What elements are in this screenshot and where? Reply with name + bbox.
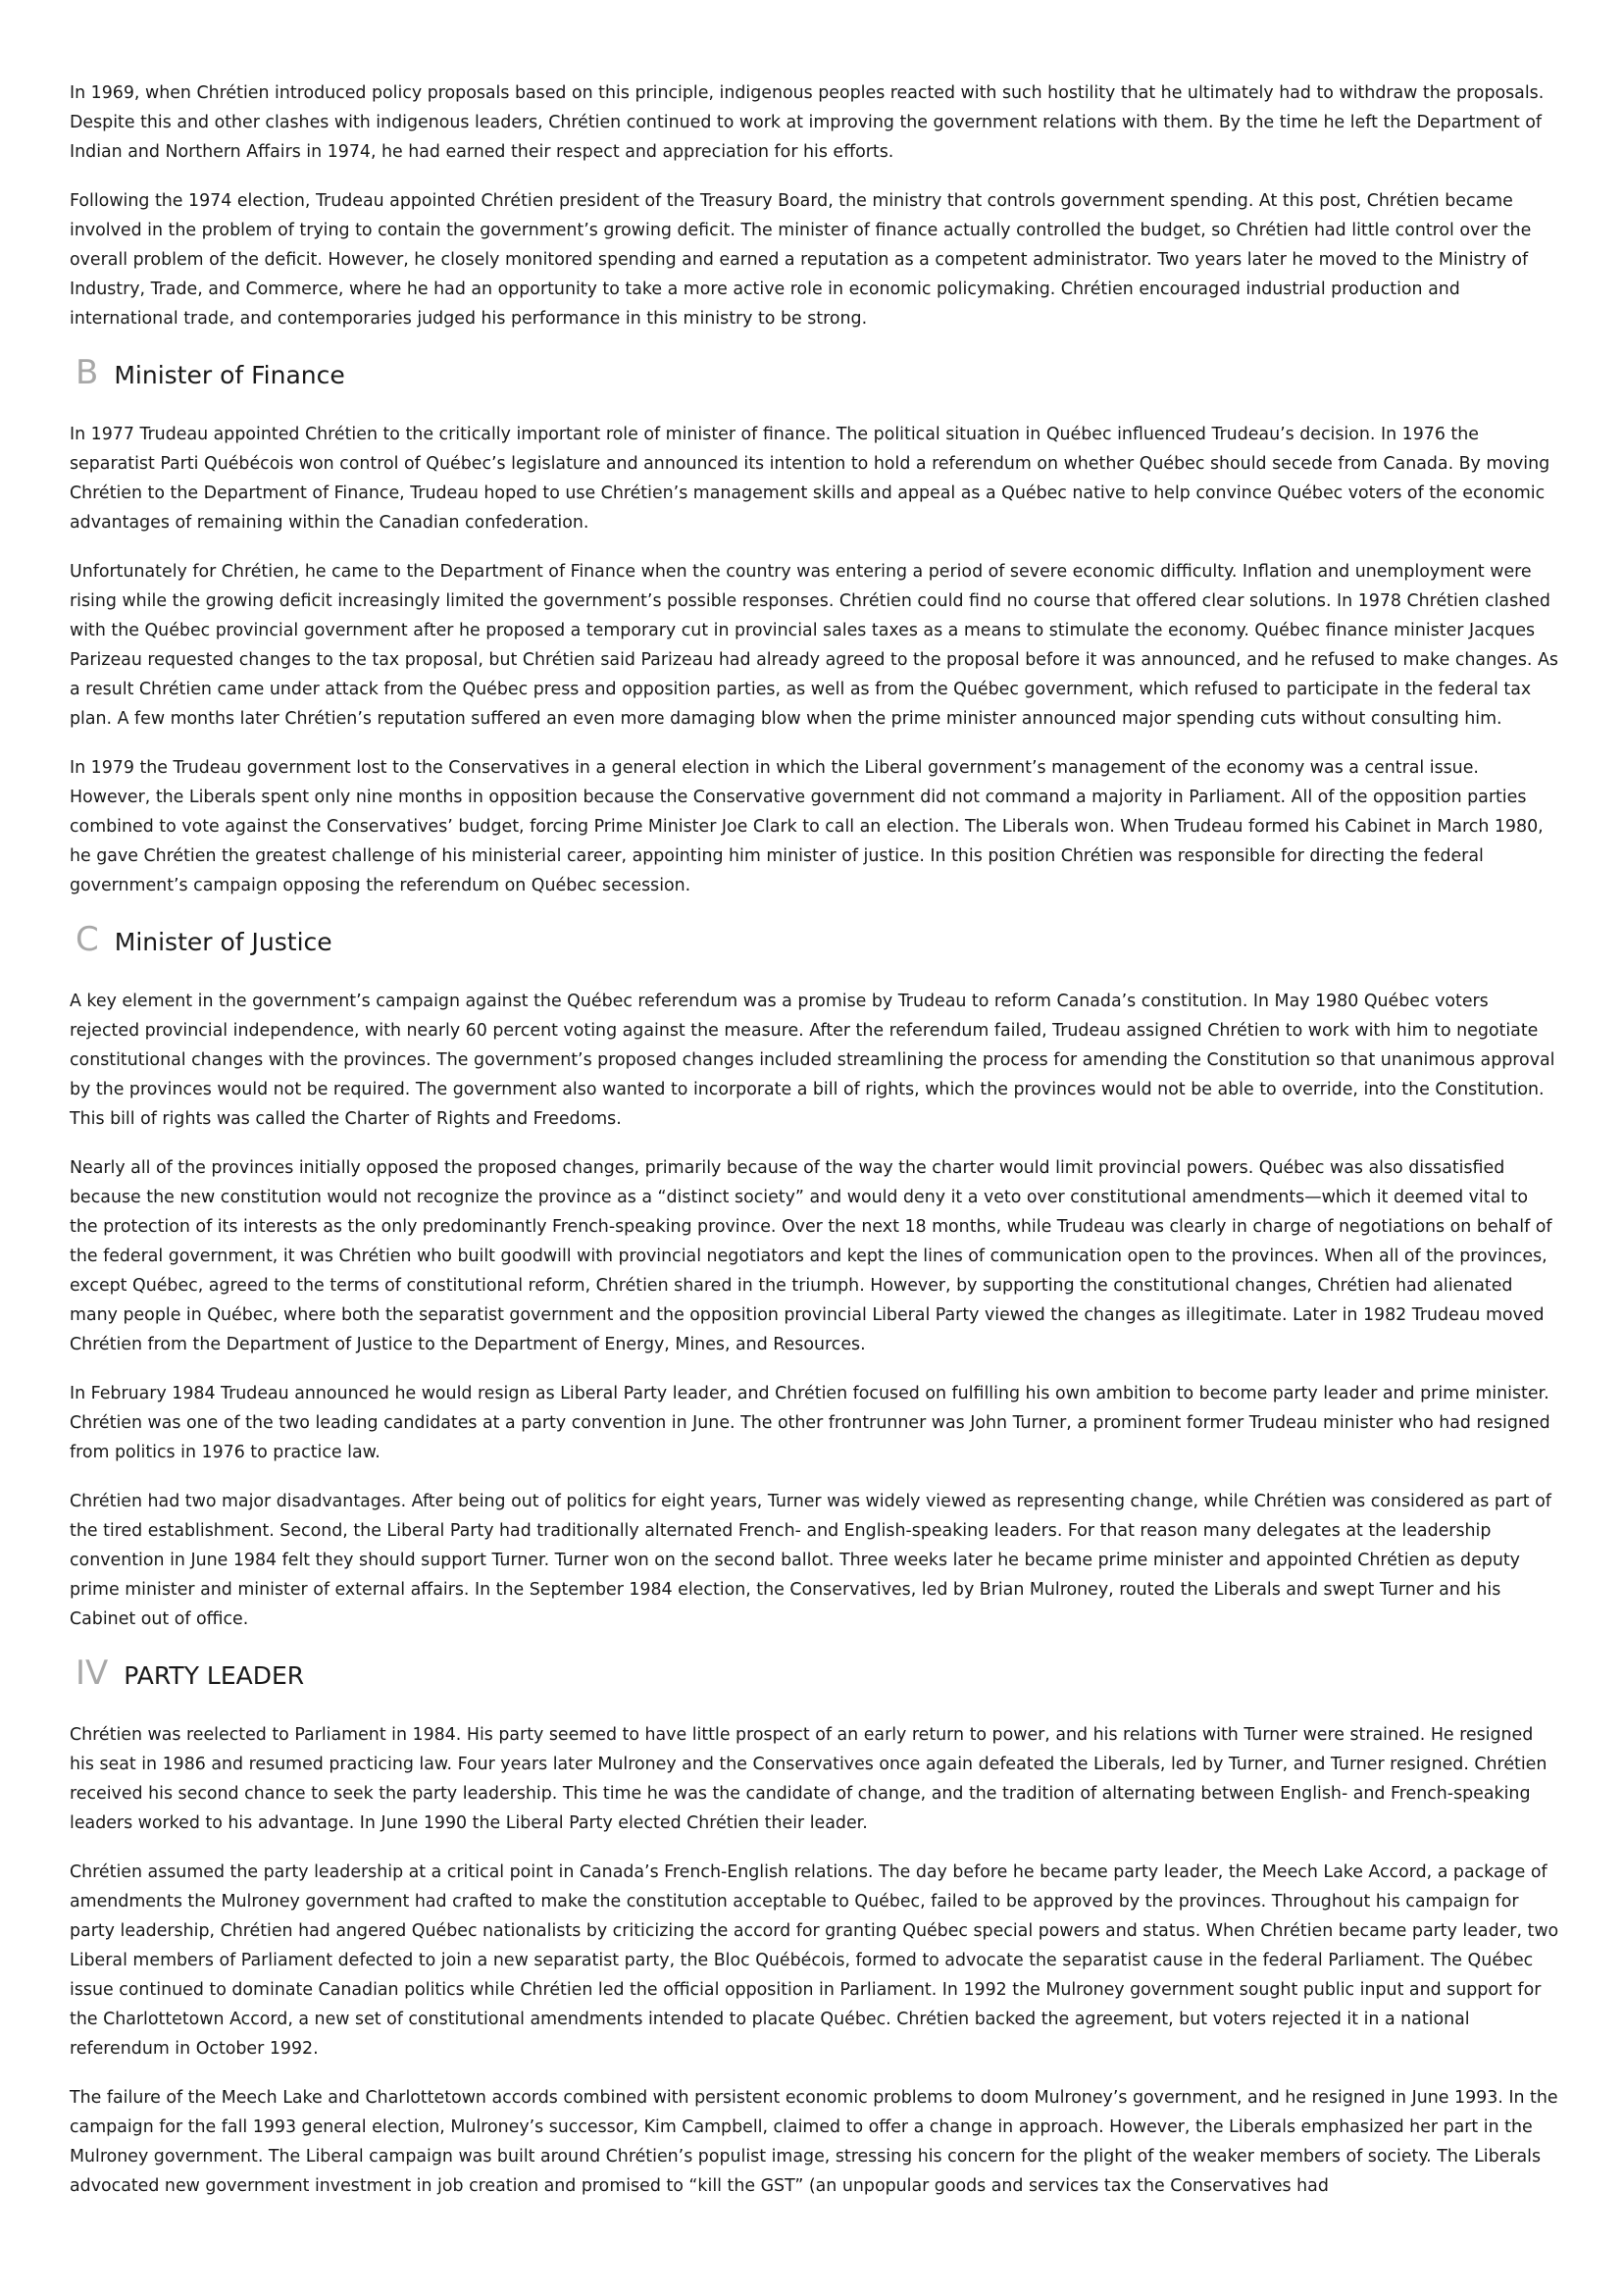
paragraph: In February 1984 Trudeau announced he would resign as Liberal Party leader, and Chrétien focused on fulfilling his own ambition to become party leader and prime minister. Chrétien was one of the two leading candidates at a party convention in June. The other frontrunner was John Turner, a prominent former Trudeau minister who had resigned from politics in 1976 to practice law. <box>70 1384 1550 1462</box>
paragraph: In 1969, when Chrétien introduced policy proposals based on this principle, indigenous peoples reacted with such hostility that he ultimately had to withdraw the proposals. Despite this and other clashes with indigenous leaders, Chrétien continued to work at improving the government relations with them. By the time he left the Department of Indian and Northern Affairs in 1974, he had earned their respect and appreciation for his efforts. <box>70 83 1545 162</box>
paragraph: A key element in the government’s campaign against the Québec referendum was a promise by Trudeau to reform Canada’s constitution. In May 1980 Québec voters rejected provincial independence, with nearly 60 percent voting against the measure. After the referendum failed, Trudeau assigned Chrétien to work with him to negotiate constitutional changes with the provinces. The government’s proposed changes included streamlining the process for amending the Constitution so that unanimous approval by the provinces would not be required. The government also wanted to incorporate a bill of rights, which the provinces would not be able to override, into the Constitution. This bill of rights was called the Charter of Rights and Freedoms. <box>70 992 1555 1129</box>
paragraph: In 1979 the Trudeau government lost to the Conservatives in a general election in which the Liberal government’s management of the economy was a central issue. However, the Liberals spent only nine months in opposition because the Conservative government did not command a majority in Parliament. All of the opposition parties combined to vote against the Conservatives’ budget, forcing Prime Minister Joe Clark to call an election. The Liberals won. When Trudeau formed his Cabinet in March 1980, he gave Chrétien the greatest challenge of his ministerial career, appointing him minister of justice. In this position Chrétien was responsible for directing the federal government’s campaign opposing the referendum on Québec secession. <box>70 758 1544 895</box>
section-title: PARTY LEADER <box>124 1661 305 1690</box>
paragraph: Nearly all of the provinces initially opposed the proposed changes, primarily because of the way the charter would limit provincial powers. Québec was also dissatisfied because the new constitution would not recognize the province as a “distinct society” and would deny it a veto over constitutional amendments—which it deemed vital to the protection of its interests as the only predominantly French-speaking province. Over the next 18 months, while Trudeau was clearly in charge of negotiations on behalf of the federal government, it was Chrétien who built goodwill with provincial negotiators and kept the lines of communication open to the provinces. When all of the provinces, except Québec, agreed to the terms of constitutional reform, Chrétien shared in the triumph. However, by supporting the constitutional changes, Chrétien had alienated many people in Québec, where both the separatist government and the opposition provincial Liberal Party viewed the changes as illegitimate. Later in 1982 Trudeau moved Chrétien from the Department of Justice to the Department of Energy, Mines, and Resources. <box>70 1158 1552 1354</box>
section-marker: B <box>76 353 99 392</box>
section-title: Minister of Finance <box>114 361 345 389</box>
section-marker: C <box>76 920 99 959</box>
section-marker: IV <box>76 1654 109 1693</box>
article-body <box>70 78 1560 2220</box>
paragraph: Chrétien had two major disadvantages. After being out of politics for eight years, Turner was widely viewed as representing change, while Chrétien was considered as part of the tired establishment. Second, the Liberal Party had traditionally alternated French- and English-speaking leaders. For that reason many delegates at the leadership convention in June 1984 felt they should support Turner. Turner won on the second ballot. Three weeks later he became prime minister and appointed Chrétien as deputy prime minister and minister of external affairs. In the September 1984 election, the Conservatives, led by Brian Mulroney, routed the Liberals and swept Turner and his Cabinet out of office. <box>70 1492 1551 1629</box>
paragraph: The failure of the Meech Lake and Charlottetown accords combined with persistent economic problems to doom Mulroney’s government, and he resigned in June 1993. In the campaign for the fall 1993 general election, Mulroney’s successor, Kim Campbell, claimed to offer a change in approach. However, the Liberals emphasized her part in the Mulroney government. The Liberal campaign was built around Chrétien’s populist image, stressing his concern for the plight of the weaker members of society. The Liberals advocated new government investment in job creation and promised to “kill the GST” (an unpopular goods and services tax the Conservatives had <box>70 2088 1558 2196</box>
paragraph: In 1977 Trudeau appointed Chrétien to the critically important role of minister of finance. The political situation in Québec influenced Trudeau’s decision. In 1976 the separatist Parti Québécois won control of Québec’s legislature and announced its intention to hold a referendum on whether Québec should secede from Canada. By moving Chrétien to the Department of Finance, Trudeau hoped to use Chrétien’s management skills and appeal as a Québec native to help convince Québec voters of the economic advantages of remaining within the Canadian confederation. <box>70 425 1550 533</box>
section-title: Minister of Justice <box>114 928 332 956</box>
paragraph: Chrétien assumed the party leadership at a critical point in Canada’s French-English relations. The day before he became party leader, the Meech Lake Accord, a package of amendments the Mulroney government had crafted to make the constitution acceptable to Québec, failed to be approved by the provinces. Throughout his campaign for party leadership, Chrétien had angered Québec nationalists by criticizing the accord for granting Québec special powers and status. When Chrétien became party leader, two Liberal members of Parliament defected to join a new separatist party, the Bloc Québécois, formed to advocate the separatist cause in the federal Parliament. The Québec issue continued to dominate Canadian politics while Chrétien led the official opposition in Parliament. In 1992 the Mulroney government sought public input and support for the Charlottetown Accord, a new set of constitutional amendments intended to placate Québec. Chrétien backed the agreement, but voters rejected it in a national referendum in October 1992. <box>70 1862 1559 2059</box>
section-heading-party-leader <box>70 1654 1560 1696</box>
paragraph: Following the 1974 election, Trudeau appointed Chrétien president of the Treasury Board, the ministry that controls government spending. At this post, Chrétien became involved in the problem of trying to contain the government’s growing deficit. The minister of finance actually controlled the budget, so Chrétien had little control over the overall problem of the deficit. However, he closely monitored spending and earned a reputation as a competent administrator. Two years later he moved to the Ministry of Industry, Trade, and Commerce, where he had an opportunity to take a more active role in economic policymaking. Chrétien encouraged industrial production and international trade, and contemporaries judged his performance in this ministry to be strong. <box>70 191 1532 329</box>
section-heading-finance <box>70 353 1560 395</box>
section-heading-justice <box>70 920 1560 962</box>
paragraph: Chrétien was reelected to Parliament in 1984. His party seemed to have little prospect of an early return to power, and his relations with Turner were strained. He resigned his seat in 1986 and resumed practicing law. Four years later Mulroney and the Conservatives once again defeated the Liberals, led by Turner, and Turner resigned. Chrétien received his second chance to seek the party leadership. This time he was the candidate of change, and the tradition of alternating between English- and French-speaking leaders worked to his advantage. In June 1990 the Liberal Party elected Chrétien their leader. <box>70 1725 1548 1833</box>
paragraph: Unfortunately for Chrétien, he came to the Department of Finance when the country was entering a period of severe economic difficulty. Inflation and unemployment were rising while the growing deficit increasingly limited the government’s possible responses. Chrétien could find no course that offered clear solutions. In 1978 Chrétien clashed with the Québec provincial government after he proposed a temporary cut in provincial sales taxes as a means to stimulate the economy. Québec finance minister Jacques Parizeau requested changes to the tax proposal, but Chrétien said Parizeau had already agreed to the proposal before it was announced, and he refused to make changes. As a result Chrétien came under attack from the Québec press and opposition parties, as well as from the Québec government, which refused to participate in the federal tax plan. A few months later Chrétien’s reputation suffered an even more damaging blow when the prime minister announced major spending cuts without consulting him. <box>70 562 1558 729</box>
